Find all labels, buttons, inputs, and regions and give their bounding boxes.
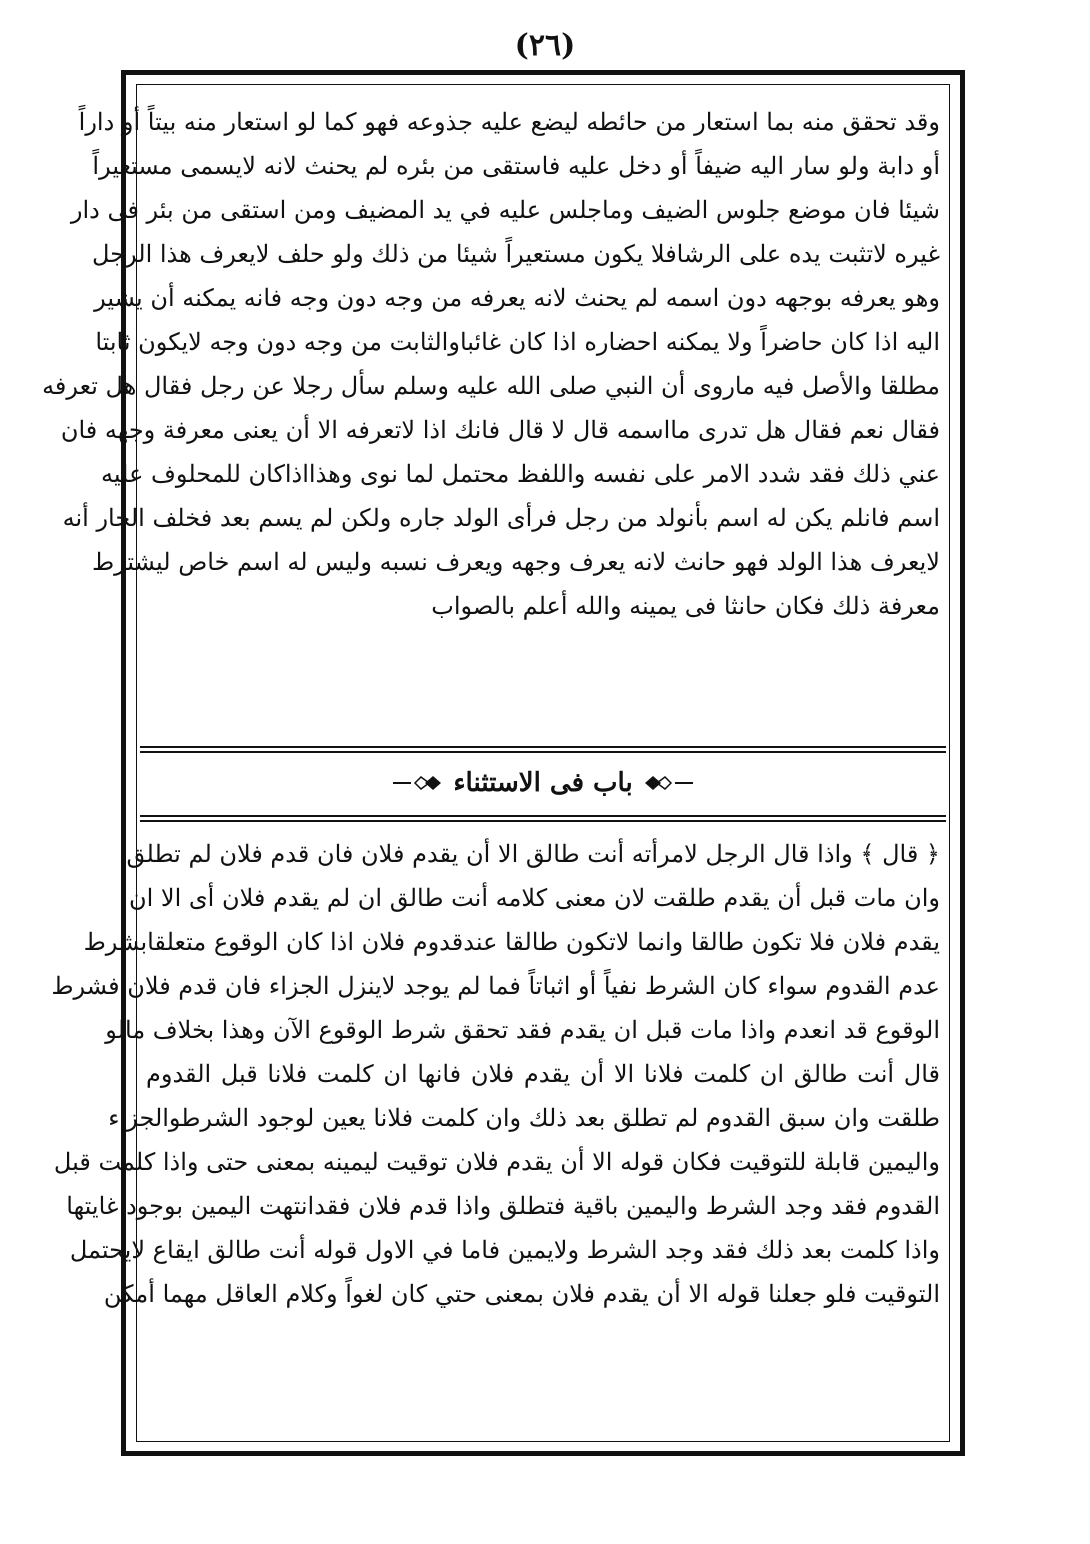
text-line: عدم القدوم سواء كان الشرط نفياً أو اثباتاً فما لم يوجد لاينزل الجزاء فان قدم فلان فشرط: [51, 972, 940, 1000]
chapter-title: باب فى الاستثناء: [453, 768, 633, 798]
text-line: واليمين قابلة للتوقيت فكان قوله الا أن يقدم فلان توقيت ليمينه بمعنى حتى واذا كلمت قبل: [53, 1148, 940, 1176]
text-line: الوقوع قد انعدم واذا مات قبل ان يقدم فقد تحقق شرط الوقوع الآن وهذا بخلاف مالو: [105, 1016, 940, 1044]
text-line: وان مات قبل أن يقدم طلقت لان معنى كلامه أنت طالق ان لم يقدم فلان أى الا ان: [128, 884, 940, 912]
ornament-right-icon: [643, 773, 693, 793]
page-number: (٢٦): [514, 28, 576, 63]
text-line: غيره لاتثبت يده على الرشافلا يكون مستعيراً شيئا من ذلك ولو حلف لايعرف هذا الرجل: [92, 240, 940, 268]
text-line: أو دابة ولو سار اليه ضيفاً أو دخل عليه فاستقى من بئره لم يحنث لانه لايسمى مستعيراً: [92, 152, 940, 180]
text-line: التوقيت فلو جعلنا قوله الا أن يقدم فلان بمعنى حتي كان لغواً وكلام العاقل مهما أمكن: [103, 1280, 940, 1308]
text-line: مطلقا والأصل فيه ماروى أن النبي صلى الله عليه وسلم سأل رجلا عن رجل فقال هل تعرفه: [42, 372, 940, 400]
text-line: فقال نعم فقال هل تدرى مااسمه قال لا قال فانك اذا لاتعرفه الا أن يعنى معرفة وجهه فان: [60, 416, 940, 444]
chapter-heading: [140, 758, 946, 808]
text-line: اسم فانلم يكن له اسم بأنولد من رجل فرأى الولد جاره ولكن لم يسم بعد فخلف الجار أنه: [62, 504, 940, 532]
text-line: شيئا فان موضع جلوس الضيف وماجلس عليه في يد المضيف ومن استقى من بئر فى دار: [70, 196, 940, 224]
text-line: ﴿ قال ﴾ واذا قال الرجل لامرأته أنت طالق الا أن يقدم فلان فان قدم فلان لم تطلق: [126, 840, 940, 868]
text-line: اليه اذا كان حاضراً ولا يمكنه احضاره اذا كان غائباوالثابت من وجه دون وجه لايكون ثابتا: [95, 328, 940, 356]
text-line: وهو يعرفه بوجهه دون اسمه لم يحنث لانه يعرفه من وجه دون وجه فانه يمكنه أن يشير: [94, 284, 940, 312]
text-line: وقد تحقق منه بما استعار من حائطه ليضع عليه جذوعه فهو كما لو استعار منه بيتاً أو داراً: [78, 108, 940, 136]
text-line: يقدم فلان فلا تكون طالقا وانما لاتكون طالقا عندقدوم فلان اذا كان الوقوع متعلقابشرط: [83, 928, 940, 956]
section-divider-bottom: [140, 815, 946, 822]
text-line: عني ذلك فقد شدد الامر على نفسه واللفظ محتمل لما نوى وهذااذاكان للمحلوف عليه: [101, 460, 940, 488]
bottom-paragraph: [51, 832, 940, 1316]
text-line: طلقت وان سبق القدوم لم تطلق بعد ذلك وان كلمت فلانا يعين لوجود الشرطوالجزاء: [108, 1104, 940, 1132]
ornament-left-icon: [393, 773, 443, 793]
text-line: معرفة ذلك فكان حانثا فى يمينه والله أعلم بالصواب: [431, 592, 940, 620]
text-line: واذا كلمت بعد ذلك فقد وجد الشرط ولايمين فاما في الاول قوله أنت طالق ايقاع لايحتمل: [69, 1236, 940, 1264]
text-line: لايعرف هذا الولد فهو حانث لانه يعرف وجهه ويعرف نسبه وليس له اسم خاص ليشترط: [91, 548, 940, 576]
text-line: القدوم فقد وجد الشرط واليمين باقية فتطلق واذا قدم فلان فقدانتهت اليمين بوجود غايتها: [66, 1192, 940, 1220]
text-line: قال أنت طالق ان كلمت فلانا الا أن يقدم فلان فانها ان كلمت فلانا قبل القدوم: [146, 1060, 940, 1088]
top-paragraph: [42, 100, 940, 628]
section-divider-top: [140, 746, 946, 753]
